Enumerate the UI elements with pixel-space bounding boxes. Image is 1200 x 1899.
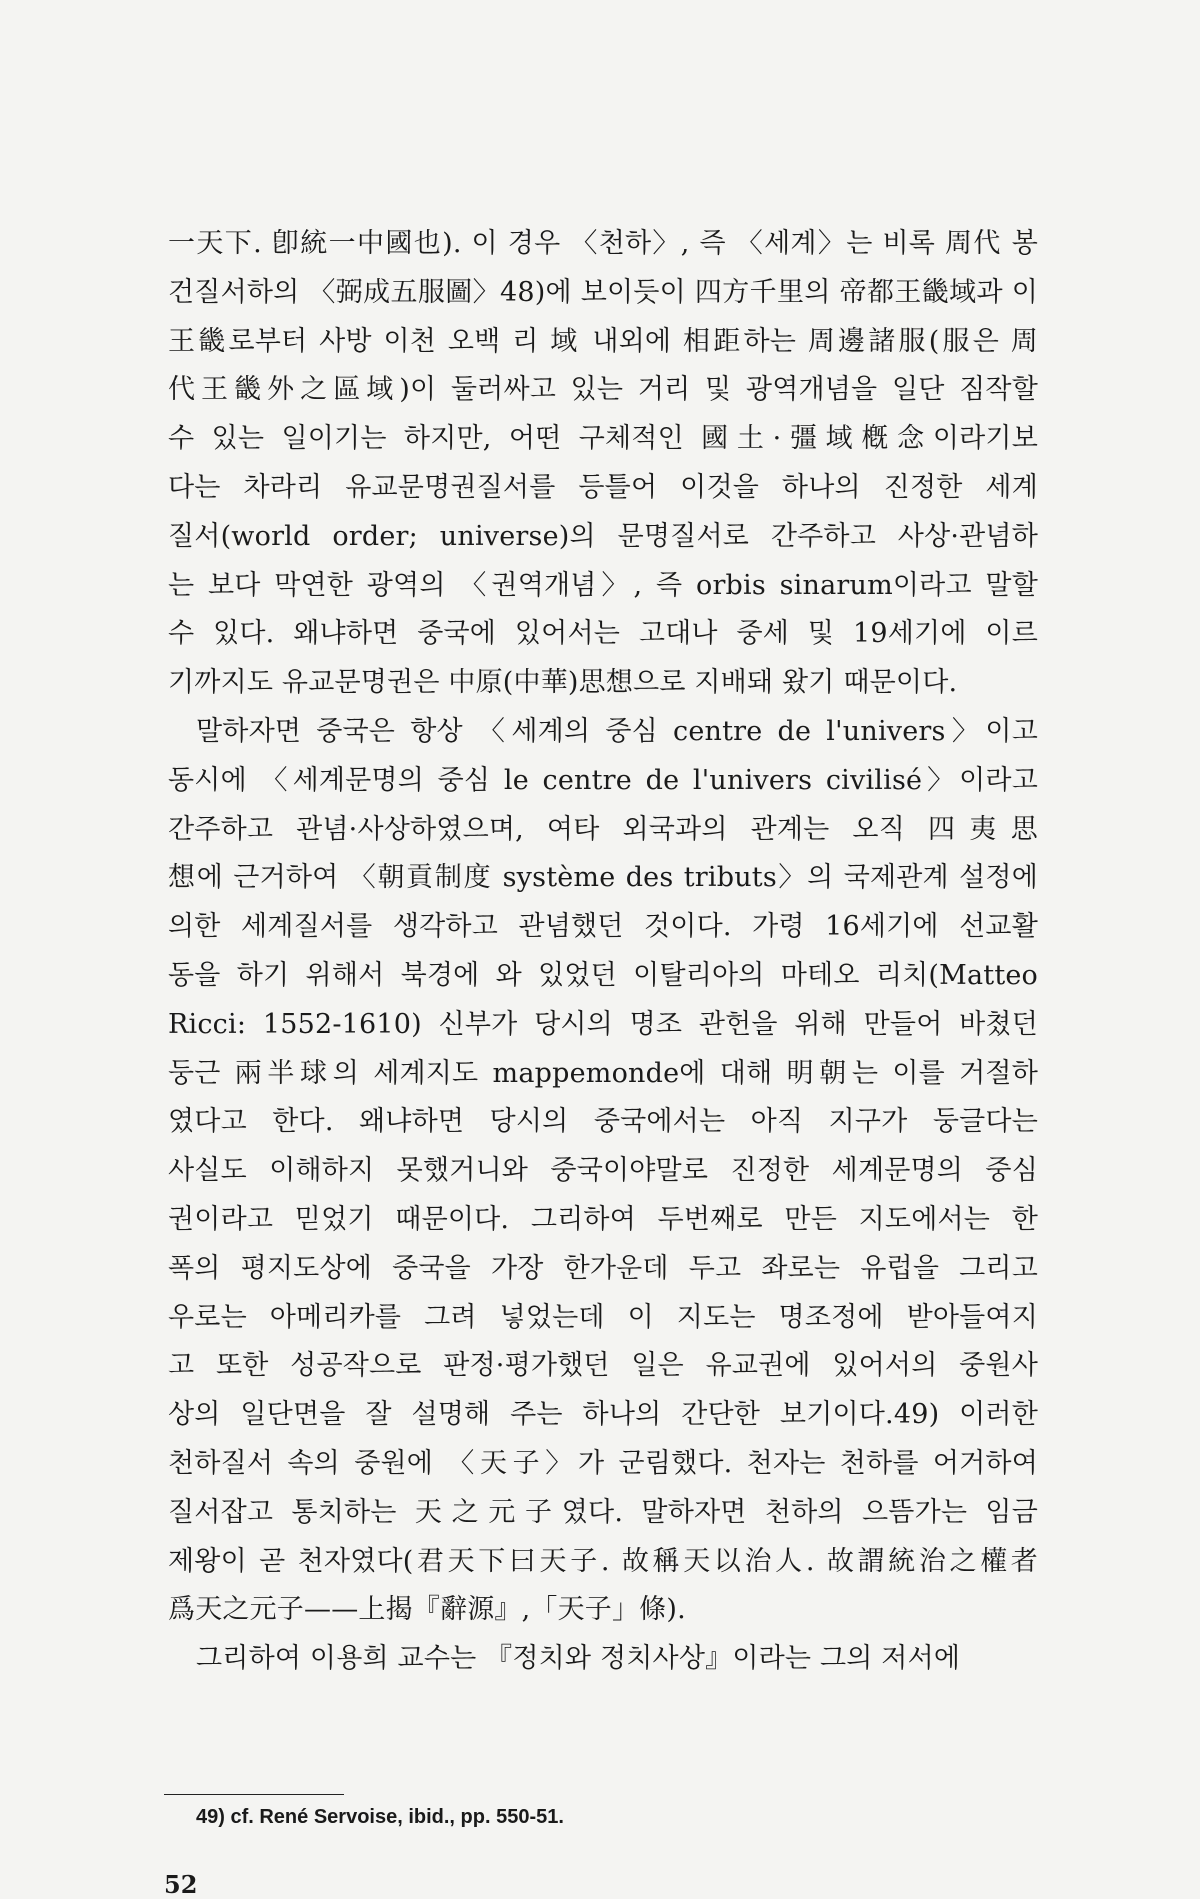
text-line: 王畿로부터 사방 이천 오백 리 域 내외에 相距하는 周邊諸服(服은 周 [168,325,1038,357]
text-line: 爲天之元子——上揭『辭源』,「天子」條). [168,1594,686,1626]
text-line: 는 보다 막연한 광역의 〈권역개념〉, 즉 orbis sinarum이라고 말할 [168,569,1038,601]
text-line: 우로는 아메리카를 그려 넣었는데 이 지도는 명조정에 받아들여지 [168,1301,1038,1333]
paragraph-3 [168,1635,1038,1684]
text-line: 사실도 이해하지 못했거니와 중국이야말로 진정한 세계문명의 중심 [168,1155,1038,1187]
footnote: 49) cf. René Servoise, ibid., pp. 550-51. [196,1806,564,1828]
text-line: 想에 근거하여 〈朝貢制度 système des tributs〉의 국제관계 설정에 [168,862,1038,894]
text-line: 다는 차라리 유교문명권질서를 등틀어 이것을 하나의 진정한 세계 [168,471,1038,503]
body-text [168,220,1038,1684]
text-line: 둥근 兩半球의 세계지도 mappemonde에 대해 明朝는 이를 거절하 [168,1057,1038,1089]
text-line: 代王畿外之區域)이 둘러싸고 있는 거리 및 광역개념을 일단 짐작할 [168,374,1038,406]
text-line: 수 있는 일이기는 하지만, 어떤 구체적인 國土·彊域槪念이라기보 [168,423,1038,455]
text-line: 천하질서 속의 중원에 〈天子〉가 군림했다. 천자는 천하를 어거하여 [168,1447,1038,1479]
text-line: 수 있다. 왜냐하면 중국에 있어서는 고대나 중세 및 19세기에 이르 [168,618,1038,650]
paragraph-2 [168,708,1038,1635]
text-line: 건질서하의 〈弼成五服圖〉48)에 보이듯이 四方千里의 帝都王畿域과 이 [168,276,1038,308]
text-line: Ricci: 1552-1610) 신부가 당시의 명조 관헌을 위해 만들어 바쳤던 [168,1008,1038,1040]
text-line: 폭의 평지도상에 중국을 가장 한가운데 두고 좌로는 유럽을 그리고 [168,1252,1038,1284]
text-line: 였다고 한다. 왜냐하면 당시의 중국에서는 아직 지구가 둥글다는 [168,1106,1038,1138]
footnote-divider [164,1794,344,1795]
text-line: 기까지도 유교문명권은 中原(中華)思想으로 지배돼 왔기 때문이다. [168,667,958,699]
text-line: 말하자면 중국은 항상 〈세계의 중심 centre de l'univers〉이고 [196,715,1038,747]
text-line: 一天下. 卽統一中國也). 이 경우 〈천하〉, 즉 〈세계〉는 비록 周代 봉 [168,228,1038,259]
text-line: 질서(world order; universe)의 문명질서로 간주하고 사상·관념하 [168,520,1038,552]
text-line: 고 또한 성공작으로 판정·평가했던 일은 유교권에 있어서의 중원사 [168,1350,1038,1382]
page-number: 52 [164,1870,198,1899]
text-line: 동을 하기 위해서 북경에 와 있었던 이탈리아의 마테오 리치(Matteo [168,959,1038,991]
text-line: 의한 세계질서를 생각하고 관념했던 것이다. 가령 16세기에 선교활 [168,911,1038,943]
text-line: 제왕이 곧 천자였다(君天下曰天子. 故稱天以治人. 故謂統治之權者 [168,1545,1038,1577]
text-line: 권이라고 믿었기 때문이다. 그리하여 두번째로 만든 지도에서는 한 [168,1203,1038,1235]
text-line: 상의 일단면을 잘 설명해 주는 하나의 간단한 보기이다.49) 이러한 [168,1399,1038,1431]
text-line: 그리하여 이용희 교수는 『정치와 정치사상』이라는 그의 저서에 [196,1643,961,1675]
text-line: 간주하고 관념·사상하였으며, 여타 외국과의 관계는 오직 四夷思 [168,813,1038,845]
text-line: 동시에 〈세계문명의 중심 le centre de l'univers civilisé〉이라고 [168,764,1038,796]
text-line: 질서잡고 통치하는 天之元子였다. 말하자면 천하의 으뜸가는 임금 [168,1496,1038,1528]
paragraph-1 [168,220,1038,708]
